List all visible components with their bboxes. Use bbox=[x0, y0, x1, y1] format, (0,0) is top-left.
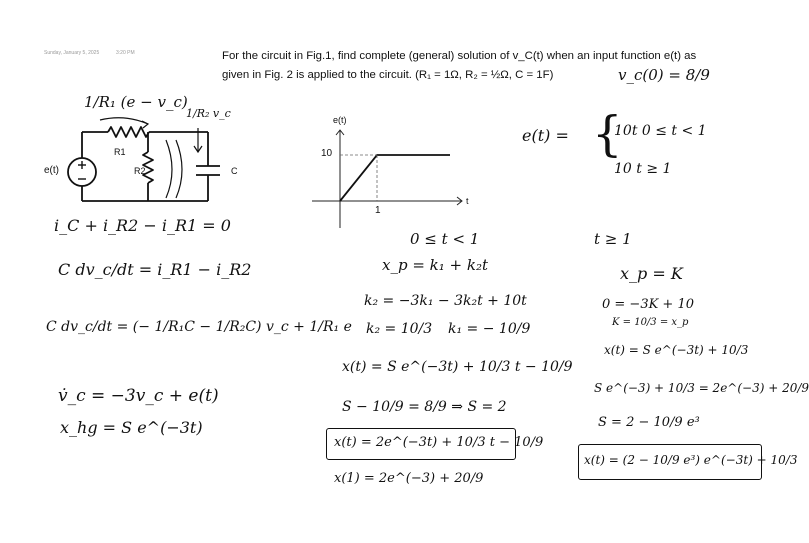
initial-condition: v_c(0) = 8/9 bbox=[618, 66, 710, 84]
graph-y-tick: 10 bbox=[321, 148, 333, 159]
case-2-answer: x(t) = (2 − 10/9 e³) e^(−3t) + 10/3 bbox=[584, 453, 798, 467]
c-label: C bbox=[231, 166, 238, 176]
piecewise-brace: { bbox=[592, 106, 623, 162]
case-1-k2: k₂ = 10/3 bbox=[366, 321, 433, 337]
case-1-k1: k₁ = − 10/9 bbox=[448, 321, 531, 337]
graph-x-tick: 1 bbox=[375, 205, 381, 216]
case-1-title: 0 ≤ t < 1 bbox=[410, 230, 480, 248]
source-label: e(t) bbox=[44, 165, 59, 176]
case-1-particular: x_p = k₁ + k₂t bbox=[382, 256, 489, 274]
case-2-equation: 0 = −3K + 10 bbox=[602, 297, 695, 312]
capacitor-equation-expanded: C dv_c/dt = (− 1/R₁C − 1/R₂C) v_c + 1/R₁ e bbox=[46, 319, 352, 335]
piecewise-lhs: e(t) = bbox=[522, 126, 569, 145]
case-2-solve-s: S = 2 − 10/9 e³ bbox=[598, 415, 700, 430]
current-r2-note: 1/R₂ v_c bbox=[186, 107, 231, 120]
current-r1-note: 1/R₁ (e − v_c) bbox=[84, 93, 188, 111]
case-1-value-at-1: x(1) = 2e^(−3) + 20/9 bbox=[334, 471, 484, 486]
graph-y-label: e(t) bbox=[333, 115, 347, 125]
case-1-answer: x(t) = 2e^(−3t) + 10/3 t − 10/9 bbox=[334, 435, 544, 450]
r2-label: R2 bbox=[134, 166, 146, 176]
case-2-general: x(t) = S e^(−3t) + 10/3 bbox=[604, 343, 749, 357]
state-ode: v̇_c = −3v_c + e(t) bbox=[58, 386, 219, 406]
piecewise-piece-1: 10t 0 ≤ t < 1 bbox=[614, 123, 707, 139]
note-date: Sunday, January 5, 2025 bbox=[44, 50, 100, 56]
case-2-continuity: S e^(−3) + 10/3 = 2e^(−3) + 20/9 bbox=[594, 381, 809, 395]
case-2-particular: x_p = K bbox=[620, 264, 683, 283]
problem-line-2: given in Fig. 2 is applied to the circuit. (R₁ = 1Ω, R₂ = ½Ω, C = 1F) bbox=[222, 69, 554, 81]
case-1-coefficients: k₂ = −3k₁ − 3k₂t + 10t bbox=[364, 293, 527, 309]
graph-x-label: t bbox=[466, 196, 469, 206]
homogeneous-solution: x_hg = S e^(−3t) bbox=[60, 418, 203, 437]
kcl-equation: i_C + i_R2 − i_R1 = 0 bbox=[54, 216, 231, 235]
case-2-title: t ≥ 1 bbox=[594, 230, 632, 248]
piecewise-piece-2: 10 t ≥ 1 bbox=[614, 161, 672, 177]
case-1-general: x(t) = S e^(−3t) + 10/3 t − 10/9 bbox=[342, 359, 573, 375]
capacitor-equation: C dv_c/dt = i_R1 − i_R2 bbox=[58, 260, 252, 279]
case-2-k: K = 10/3 = x_p bbox=[612, 317, 689, 328]
case-1-solve-s: S − 10/9 = 8/9 ⇒ S = 2 bbox=[342, 399, 507, 415]
r1-label: R1 bbox=[114, 147, 126, 157]
note-time: 3:20 PM bbox=[116, 50, 135, 56]
problem-line-1: For the circuit in Fig.1, find complete (general) solution of v_C(t) when an input function e(t) as bbox=[222, 50, 697, 62]
